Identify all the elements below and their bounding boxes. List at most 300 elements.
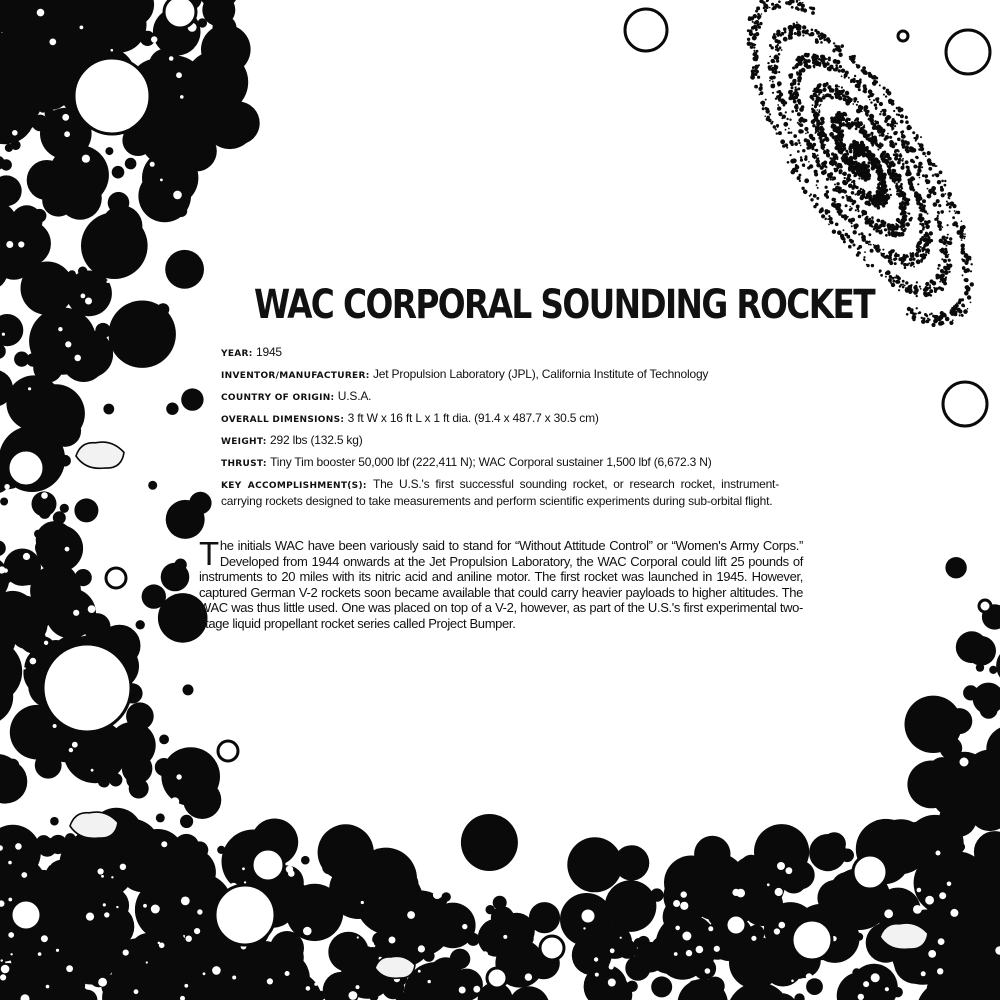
bubble-hole — [357, 936, 359, 938]
galaxy-star — [948, 259, 951, 262]
galaxy-star — [944, 184, 947, 187]
galaxy-star — [858, 105, 862, 109]
spec-label: THRUST: — [221, 459, 267, 469]
galaxy-star — [777, 34, 780, 37]
bubble-hole — [98, 978, 107, 987]
galaxy-star — [860, 188, 862, 190]
bubble — [103, 404, 114, 415]
bubble-hole — [473, 986, 480, 993]
galaxy-star — [905, 120, 909, 124]
galaxy-star — [932, 315, 935, 318]
galaxy-star — [861, 171, 864, 174]
galaxy-star — [835, 156, 839, 160]
bubble-hole — [947, 882, 952, 887]
galaxy-star — [902, 158, 904, 160]
galaxy-star — [831, 121, 833, 123]
galaxy-star — [885, 95, 887, 97]
galaxy-star — [913, 165, 917, 169]
galaxy-star — [925, 233, 929, 237]
galaxy-star — [830, 221, 834, 225]
body-text: he initials WAC have been variously said to stand for “Without Attitude Control” or “Women's Army Corps.” Developed from 1944 onwards at the Jet Propulsion Laboratory, the WAC Corporal could lift 25 pounds of instruments to 20 miles with its nitric acid and aniline motor. The first rocket was launched in 1945. However, captured German V-2 rockets soon became available that could carry heavier payloads to higher altitudes. The WAC was thus little used. One was placed on top of a V-2, however, as part of the U.S.'s first experimental two-stage liquid propellant rocket series called Project Bumper. — [199, 538, 803, 631]
galaxy-star — [869, 233, 872, 236]
galaxy-star — [932, 281, 937, 286]
galaxy-star — [797, 83, 800, 86]
galaxy-star — [850, 59, 852, 61]
galaxy-star — [877, 244, 879, 246]
galaxy-star — [819, 133, 822, 136]
galaxy-star — [800, 145, 802, 147]
galaxy-star — [871, 76, 873, 78]
galaxy-star — [759, 22, 762, 25]
galaxy-star — [783, 27, 787, 31]
galaxy-star — [933, 287, 935, 289]
galaxy-star — [892, 118, 895, 121]
galaxy-star — [832, 230, 836, 234]
bubble-hole — [751, 936, 756, 941]
galaxy-star — [812, 119, 816, 123]
galaxy-star — [878, 194, 881, 197]
galaxy-star — [934, 218, 937, 221]
galaxy-star — [804, 178, 809, 183]
bubble — [45, 905, 66, 926]
galaxy-star — [963, 309, 968, 314]
galaxy-star — [802, 2, 804, 4]
galaxy-star — [769, 7, 771, 9]
galaxy-star — [854, 161, 857, 164]
bubble-hole — [151, 36, 157, 42]
galaxy-star — [767, 62, 769, 64]
galaxy-star — [860, 144, 862, 146]
galaxy-star — [853, 230, 857, 234]
galaxy-star — [885, 234, 888, 237]
galaxy-star — [864, 105, 869, 110]
bubble — [81, 212, 148, 279]
hollow-bubble — [487, 968, 507, 988]
galaxy-star — [836, 45, 841, 50]
galaxy-star — [903, 254, 905, 256]
galaxy-star — [938, 264, 941, 267]
bubble-hole — [8, 898, 12, 902]
galaxy-star — [822, 88, 826, 92]
galaxy-star — [817, 104, 819, 106]
bubble — [976, 663, 984, 671]
galaxy-star — [949, 237, 952, 240]
galaxy-star — [757, 13, 760, 16]
galaxy-star — [796, 170, 799, 173]
galaxy-star — [791, 86, 794, 89]
galaxy-star — [899, 259, 901, 261]
galaxy-star — [868, 89, 873, 94]
bubble — [71, 190, 89, 208]
galaxy-star — [850, 156, 854, 160]
galaxy-star — [784, 31, 787, 34]
bubble — [11, 616, 44, 649]
galaxy-star — [862, 214, 864, 216]
hollow-bubble — [252, 849, 284, 881]
galaxy-star — [970, 302, 972, 304]
bubble-hole — [407, 911, 415, 919]
galaxy-star — [862, 154, 865, 157]
galaxy-star — [841, 46, 843, 48]
galaxy-star — [797, 87, 800, 90]
galaxy-star — [777, 104, 779, 106]
galaxy-star — [894, 276, 896, 278]
galaxy-star — [795, 86, 797, 88]
galaxy-star — [847, 174, 851, 178]
galaxy-star — [806, 29, 809, 32]
galaxy-star — [894, 257, 897, 260]
galaxy-star — [929, 319, 931, 321]
bubble-hole — [28, 387, 31, 390]
galaxy-star — [773, 125, 776, 128]
galaxy-star — [893, 142, 895, 144]
galaxy-star — [811, 29, 814, 32]
galaxy-star — [896, 218, 900, 222]
galaxy-star — [797, 99, 801, 103]
bubble-hole — [682, 932, 691, 941]
galaxy-star — [882, 204, 885, 207]
bubble — [83, 613, 110, 640]
galaxy-star — [775, 39, 779, 43]
bubble-hole — [705, 968, 711, 974]
bubble-hole — [950, 909, 958, 917]
galaxy-star — [798, 2, 802, 6]
galaxy-star — [800, 159, 803, 162]
galaxy-star — [861, 191, 863, 193]
bubble-hole — [418, 970, 421, 973]
galaxy-star — [828, 68, 832, 72]
galaxy-star — [963, 305, 966, 308]
bubble-hole — [594, 957, 598, 961]
galaxy-star — [749, 32, 753, 36]
bubble — [301, 856, 310, 865]
galaxy-star — [829, 178, 831, 180]
galaxy-star — [772, 92, 774, 94]
bubble — [60, 504, 69, 513]
galaxy-star — [939, 171, 943, 175]
galaxy-star — [843, 122, 845, 124]
hollow-bubble — [215, 885, 275, 945]
galaxy-star — [880, 274, 883, 277]
galaxy-star — [894, 254, 897, 257]
galaxy-star — [946, 201, 948, 203]
bubble-hole — [286, 866, 293, 873]
galaxy-star — [902, 145, 906, 149]
galaxy-star — [798, 129, 803, 134]
galaxy-star — [802, 163, 805, 166]
bubble — [14, 352, 29, 367]
galaxy-star — [750, 42, 753, 45]
bubble-hole — [858, 994, 864, 1000]
spec-inventor — [221, 367, 779, 384]
galaxy-star — [870, 199, 872, 201]
galaxy-star — [957, 212, 959, 214]
galaxy-star — [860, 127, 864, 131]
galaxy-star — [934, 165, 936, 167]
galaxy-star — [940, 321, 944, 325]
galaxy-star — [875, 142, 878, 145]
galaxy-star — [932, 174, 935, 177]
bubble-hole — [72, 742, 78, 748]
bubble-hole — [176, 72, 182, 78]
bubble — [451, 969, 483, 1000]
galaxy-star — [934, 289, 936, 291]
galaxy-star — [796, 1, 798, 3]
galaxy-star — [836, 60, 841, 65]
galaxy-star — [857, 210, 859, 212]
bubble — [112, 166, 125, 179]
galaxy-star — [799, 58, 804, 63]
galaxy-star — [837, 144, 839, 146]
galaxy-star — [918, 311, 921, 314]
galaxy-star — [835, 84, 838, 87]
bubble-hole — [65, 547, 70, 552]
bubble-hole — [62, 114, 69, 121]
galaxy-star — [890, 249, 894, 253]
spec-dimensions — [221, 411, 779, 428]
galaxy-star — [915, 139, 917, 141]
bubble-hole — [173, 191, 182, 200]
galaxy-star — [890, 194, 892, 196]
bubble — [508, 986, 549, 1000]
bubble-hole — [161, 841, 167, 847]
galaxy-star — [748, 17, 752, 21]
galaxy-star — [815, 159, 820, 164]
bubble — [198, 18, 207, 27]
bubble — [175, 205, 187, 217]
galaxy-star — [903, 217, 907, 221]
galaxy-star — [796, 66, 798, 68]
galaxy-star — [864, 87, 868, 91]
galaxy-star — [796, 21, 798, 23]
galaxy-star — [927, 220, 930, 223]
galaxy-star — [888, 99, 892, 103]
galaxy-star — [925, 176, 927, 178]
spec-value: 292 lbs (132.5 kg) — [270, 433, 363, 447]
galaxy-star — [922, 250, 924, 252]
bubble-hole — [884, 909, 893, 918]
bubble — [980, 701, 998, 719]
galaxy-star — [901, 210, 903, 212]
bubble — [105, 147, 113, 155]
bubble-hole — [686, 950, 692, 956]
bubble-hole — [917, 888, 922, 893]
spec-list — [221, 345, 779, 514]
galaxy-star — [840, 131, 843, 134]
galaxy-star — [802, 149, 805, 152]
galaxy-star — [826, 149, 830, 153]
bubble — [358, 952, 372, 966]
galaxy-star — [880, 154, 884, 158]
galaxy-star — [865, 146, 869, 150]
galaxy-star — [912, 252, 914, 254]
galaxy-star — [870, 101, 872, 103]
galaxy-star — [862, 144, 865, 147]
bubble — [103, 745, 113, 755]
bubble — [938, 868, 948, 878]
bubble-hole — [104, 912, 109, 917]
galaxy-star — [884, 179, 886, 181]
galaxy-star — [779, 41, 782, 44]
galaxy-star — [797, 150, 800, 153]
galaxy-star — [864, 251, 866, 253]
galaxy-star — [894, 182, 896, 184]
galaxy-star — [803, 60, 808, 65]
galaxy-star — [839, 114, 843, 118]
bubble-hole — [21, 872, 27, 878]
galaxy-star — [762, 107, 765, 110]
bubble — [175, 127, 193, 145]
galaxy-star — [877, 131, 879, 133]
galaxy-star — [922, 253, 924, 255]
spec-year — [221, 345, 779, 362]
galaxy-star — [826, 82, 828, 84]
galaxy-star — [894, 149, 897, 152]
galaxy-star — [777, 97, 781, 101]
galaxy-star — [909, 258, 913, 262]
bubble-hole — [44, 641, 48, 645]
bubble-hole — [583, 927, 585, 929]
galaxy-star — [911, 291, 913, 293]
galaxy-star — [797, 8, 800, 11]
bubble — [125, 158, 137, 170]
galaxy-star — [778, 131, 782, 135]
galaxy-star — [842, 196, 845, 199]
galaxy-star — [766, 0, 768, 2]
bubble-hole — [23, 553, 30, 560]
galaxy-star — [916, 135, 919, 138]
galaxy-star — [772, 121, 774, 123]
galaxy-star — [920, 288, 922, 290]
galaxy-star — [858, 233, 860, 235]
galaxy-star — [937, 180, 941, 184]
galaxy-star — [853, 244, 856, 247]
galaxy-star — [855, 166, 857, 168]
galaxy-star — [786, 118, 788, 120]
bubble — [174, 848, 191, 865]
galaxy-star — [900, 183, 903, 186]
galaxy-star — [752, 54, 754, 56]
galaxy-star — [852, 103, 854, 105]
bubble — [0, 314, 23, 346]
galaxy-star — [833, 128, 837, 132]
galaxy-star — [844, 98, 847, 101]
galaxy-star — [821, 214, 825, 218]
galaxy-star — [863, 239, 865, 241]
galaxy-star — [824, 150, 826, 152]
galaxy-star — [814, 170, 818, 174]
galaxy-star — [944, 180, 946, 182]
bubble-hole — [675, 926, 680, 931]
galaxy-star — [821, 207, 824, 210]
galaxy-star — [883, 176, 886, 179]
galaxy-star — [850, 80, 853, 83]
galaxy-star — [954, 210, 956, 212]
galaxy-star — [904, 228, 907, 231]
galaxy-star — [894, 235, 897, 238]
galaxy-star — [880, 143, 884, 147]
galaxy-star — [894, 157, 898, 161]
bubble-hole — [418, 945, 425, 952]
galaxy-star — [940, 210, 944, 214]
galaxy-star — [907, 307, 911, 311]
galaxy-star — [837, 211, 839, 213]
galaxy-star — [921, 319, 926, 324]
bubble-hole — [696, 946, 704, 954]
galaxy-star — [777, 81, 782, 86]
galaxy-star — [787, 161, 790, 164]
bubble-hole — [159, 943, 165, 949]
hollow-bubble — [943, 382, 987, 426]
galaxy-star — [817, 84, 821, 88]
galaxy-star — [874, 158, 878, 162]
hollow-bubble — [853, 855, 887, 889]
galaxy-star — [876, 190, 880, 194]
galaxy-star — [854, 226, 857, 229]
galaxy-star — [967, 295, 971, 299]
galaxy-star — [871, 121, 875, 125]
bubble — [598, 855, 611, 868]
galaxy-star — [792, 158, 797, 163]
bubble-hole — [428, 980, 431, 983]
galaxy-star — [910, 149, 913, 152]
galaxy-star — [868, 243, 870, 245]
galaxy-star — [967, 308, 969, 310]
galaxy-star — [910, 264, 913, 267]
bubble — [33, 209, 47, 223]
galaxy-star — [901, 120, 903, 122]
galaxy-star — [880, 231, 882, 233]
bubble-hole — [6, 241, 13, 248]
bubble-hole — [925, 896, 934, 905]
galaxy-star — [860, 150, 862, 152]
galaxy-star — [791, 143, 794, 146]
galaxy-star — [797, 122, 799, 124]
galaxy-star — [857, 248, 859, 250]
bubble-hole — [98, 868, 104, 874]
galaxy-star — [849, 150, 852, 153]
galaxy-star — [901, 166, 905, 170]
spec-value: Jet Propulsion Laboratory (JPL), California Institute of Technology — [372, 367, 709, 381]
galaxy-star — [938, 204, 941, 207]
galaxy-star — [883, 151, 886, 154]
galaxy-star — [776, 91, 779, 94]
galaxy-star — [856, 104, 858, 106]
galaxy-star — [934, 163, 936, 165]
galaxy-star — [812, 104, 814, 106]
galaxy-star — [874, 103, 877, 106]
galaxy-star — [863, 85, 865, 87]
galaxy-star — [902, 280, 905, 283]
galaxy-star — [879, 84, 881, 86]
galaxy-star — [901, 139, 905, 143]
galaxy-star — [919, 220, 922, 223]
galaxy-star — [816, 197, 819, 200]
galaxy-star — [964, 278, 968, 282]
hollow-bubble — [958, 756, 970, 768]
galaxy-star — [784, 101, 787, 104]
galaxy-star — [802, 25, 806, 29]
bubble-hole — [0, 974, 6, 980]
galaxy-star — [878, 175, 882, 179]
bubble — [11, 3, 20, 12]
galaxy-star — [835, 121, 838, 124]
galaxy-star — [852, 167, 855, 170]
galaxy-star — [797, 112, 801, 116]
galaxy-star — [794, 142, 798, 146]
bubble — [6, 674, 14, 682]
galaxy-star — [874, 120, 876, 122]
